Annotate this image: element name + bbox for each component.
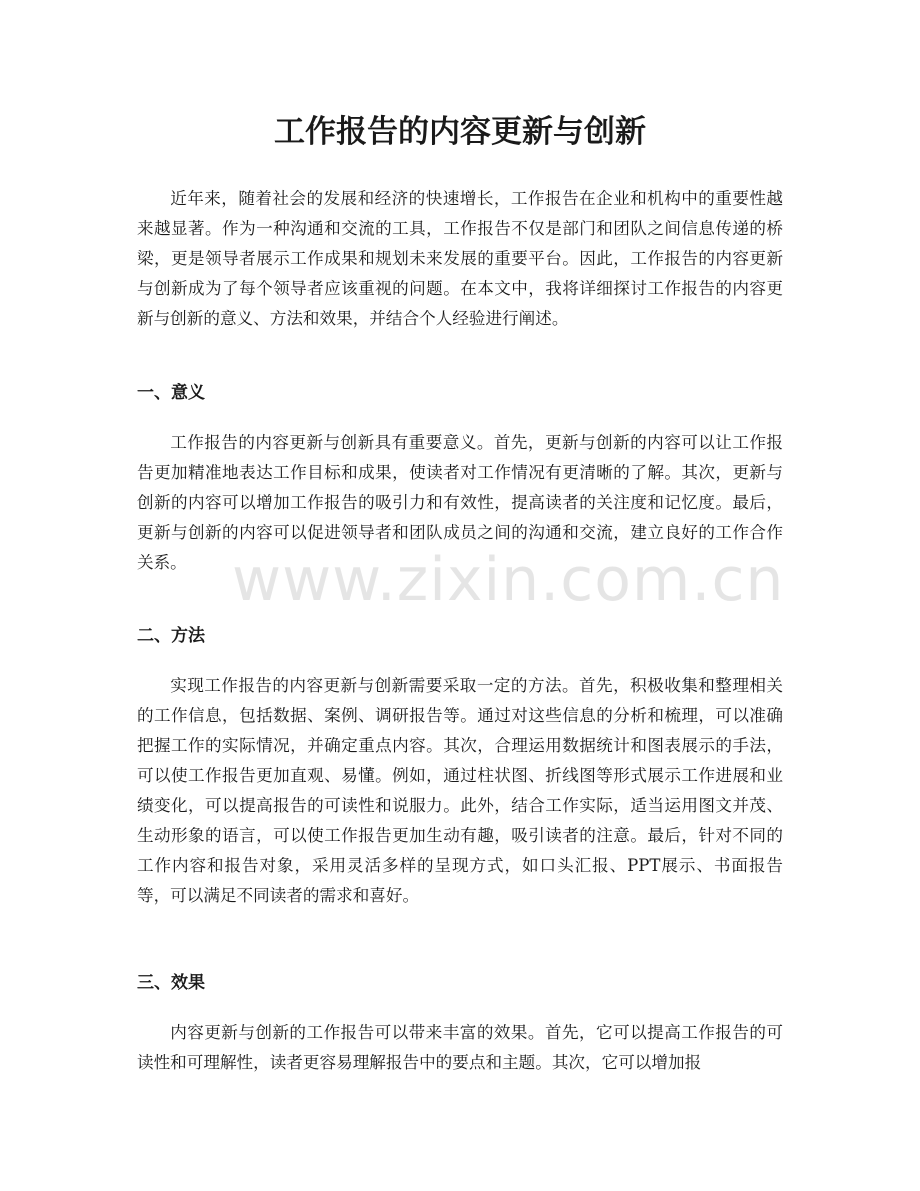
section-body-significance: 工作报告的内容更新与创新具有重要意义。首先，更新与创新的内容可以让工作报告更加精准地表达工作目标和成果，使读者对工作情况有更清晰的了解。其次，更新与创新的内容可以增加工作报告的吸引力和有效性，提高读者的关注度和记忆度。最后，更新与创新的内容可以促进领导者和团队成员之间的沟通和交流，建立良好的工作合作关系。 [137,433,783,572]
section-body-effects: 内容更新与创新的工作报告可以带来丰富的效果。首先，它可以提高工作报告的可读性和可理解性，读者更容易理解报告中的要点和主题。其次，它可以增加报 [137,1023,783,1072]
intro-paragraph: 近年来，随着社会的发展和经济的快速增长，工作报告在企业和机构中的重要性越来越显著。作为一种沟通和交流的工具，工作报告不仅是部门和团队之间信息传递的桥梁，更是领导者展示工作成果和规划未来发展的重要平台。因此，工作报告的内容更新与创新成为了每个领导者应该重视的问题。在本文中，我将详细探讨工作报告的内容更新与创新的意义、方法和效果，并结合个人经验进行阐述。 [137,189,783,328]
section-heading-effects: 三、效果 [137,973,205,993]
section-heading-significance: 一、意义 [137,383,205,403]
section-heading-methods: 二、方法 [137,626,205,646]
document-title: 工作报告的内容更新与创新 [274,114,646,150]
watermark-text: www.zixin.com.cn [232,545,785,615]
section-body-methods: 实现工作报告的内容更新与创新需要采取一定的方法。首先，积极收集和整理相关的工作信息，包括数据、案例、调研报告等。通过对这些信息的分析和梳理，可以准确把握工作的实际情况，并确定重点内容。其次，合理运用数据统计和图表展示的手法，可以使工作报告更加直观、易懂。例如，通过柱状图、折线图等形式展示工作进展和业绩变化，可以提高报告的可读性和说服力。此外，结合工作实际，适当运用图文并茂、生动形象的语言，可以使工作报告更加生动有趣，吸引读者的注意。最后，针对不同的工作内容和报告对象，采用灵活多样的呈现方式，如口头汇报、PPT展示、书面报告等，可以满足不同读者的需求和喜好。 [137,676,783,905]
